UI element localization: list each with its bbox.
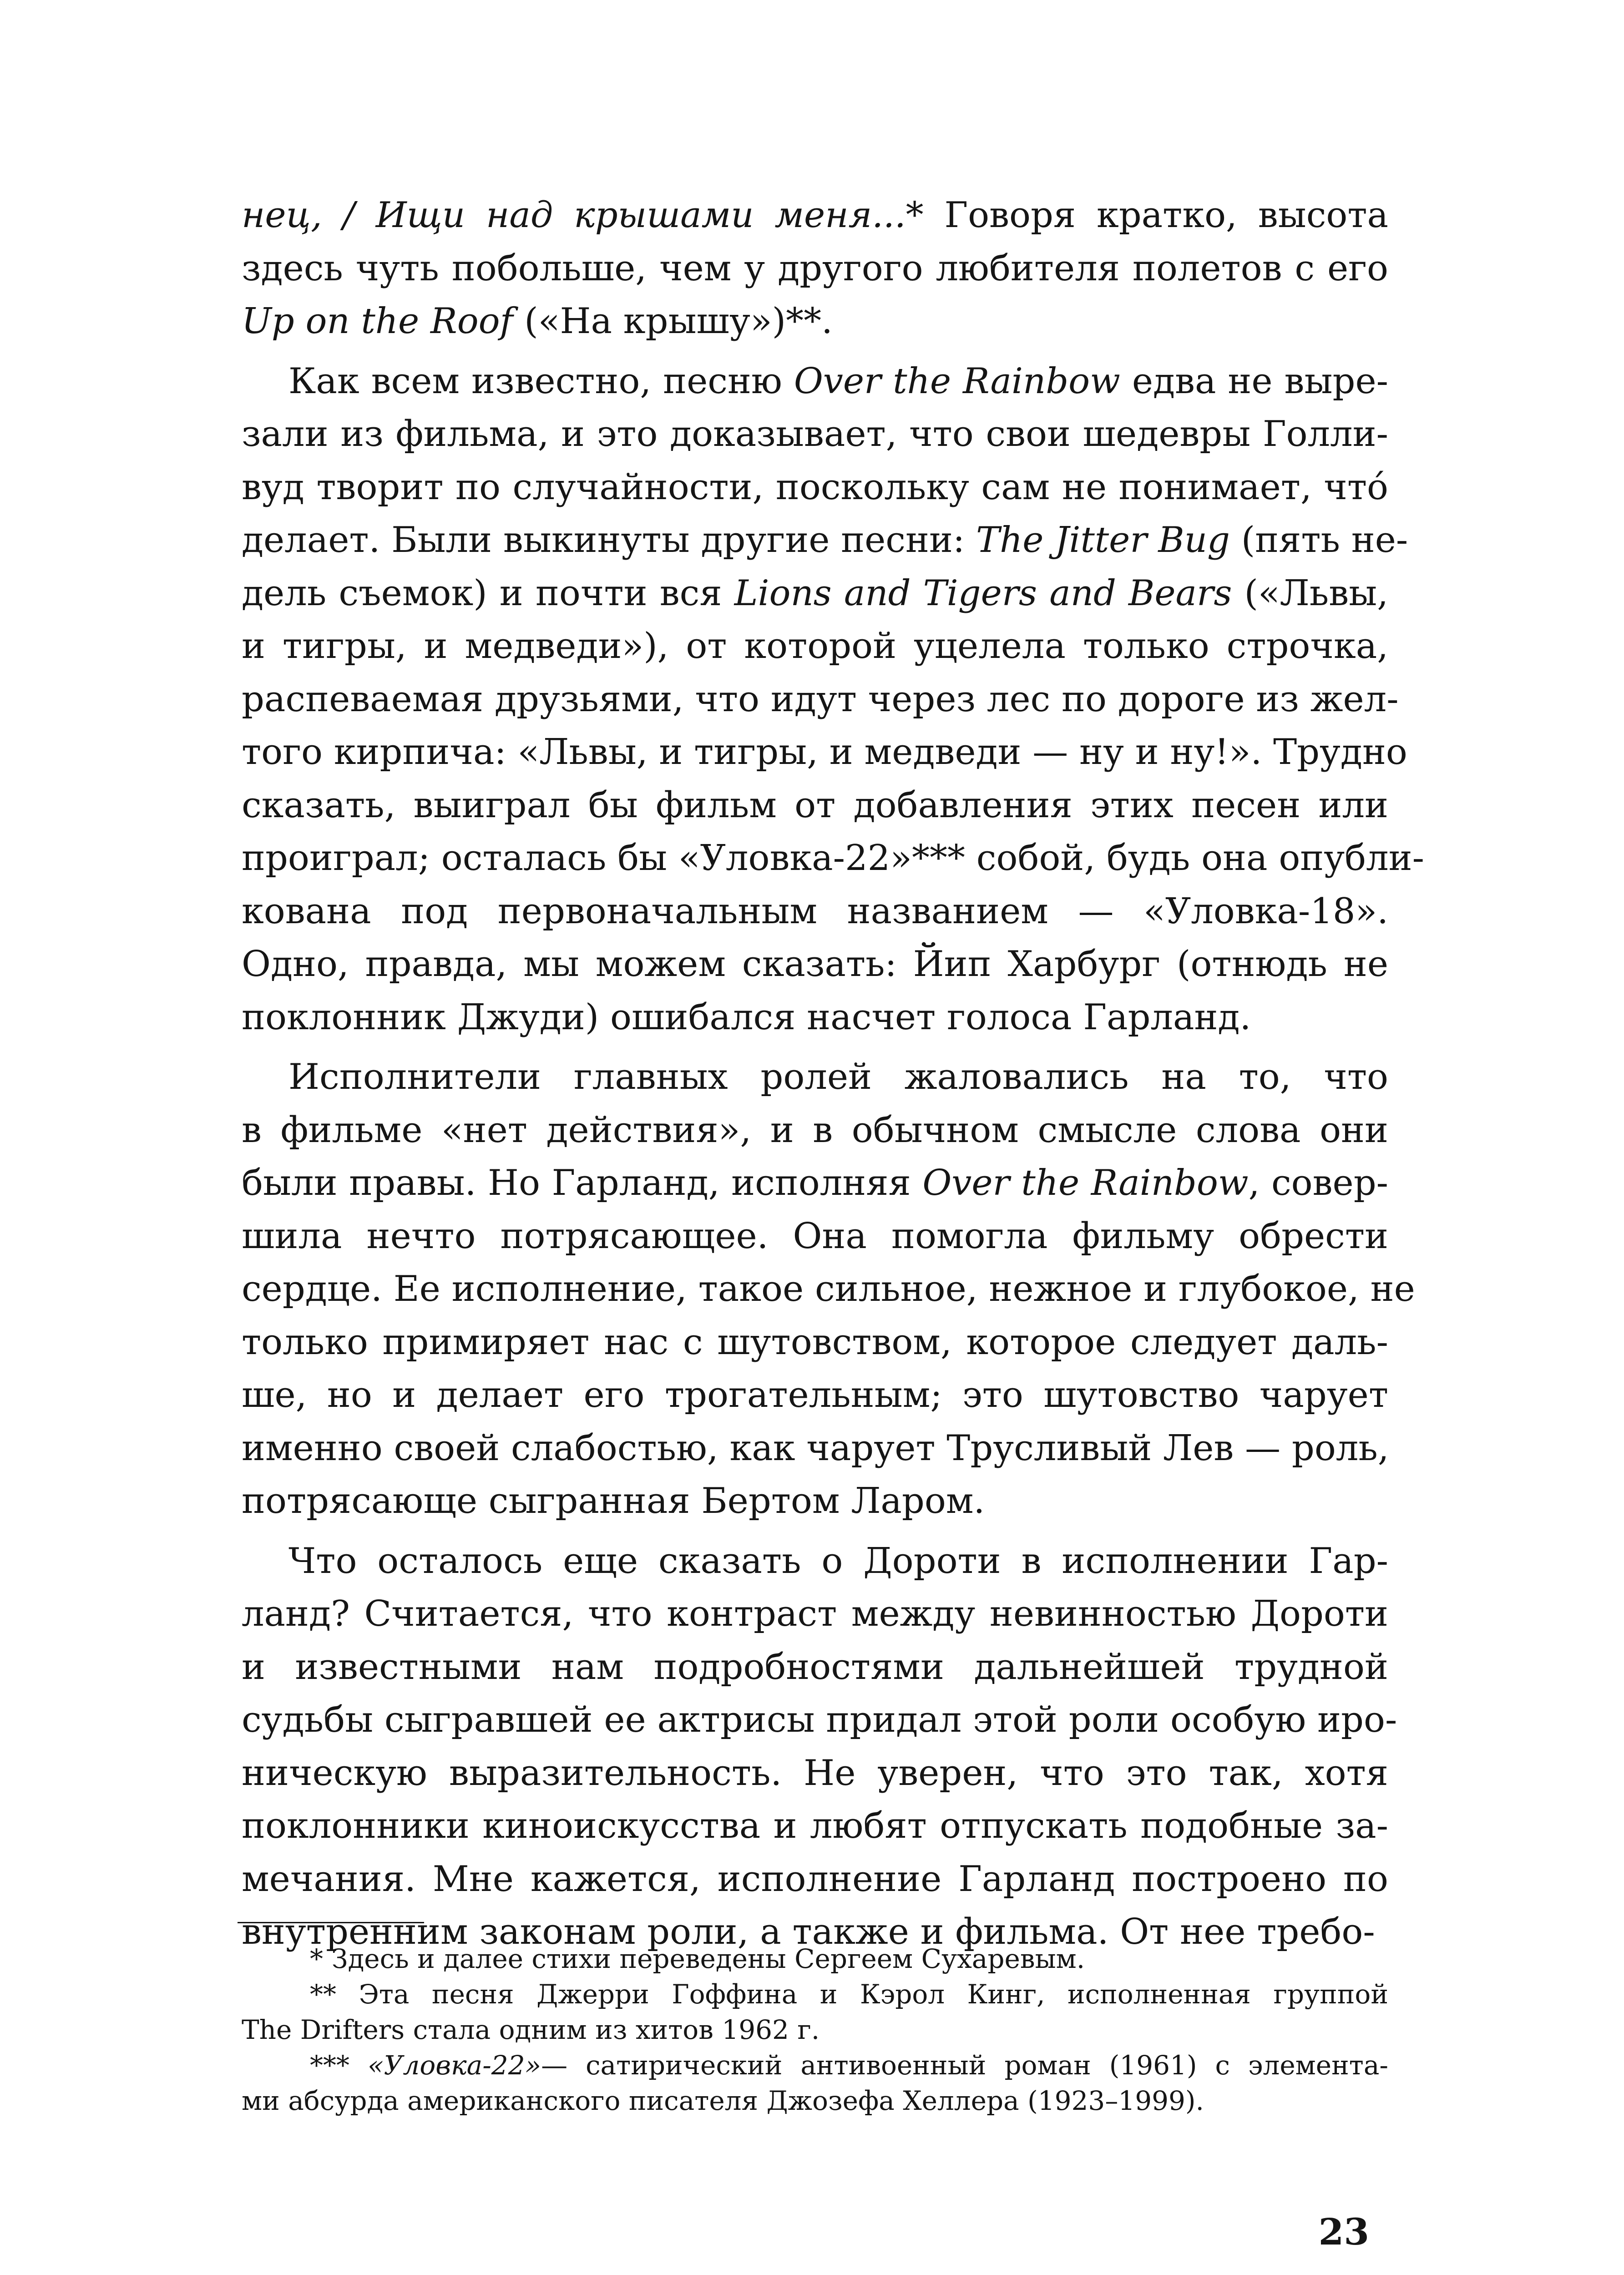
text-run: только примиряет нас с шутовством, которое следует даль- — [242, 1321, 1388, 1363]
text-line — [242, 726, 1407, 779]
italic-text-run: Over the Rainbow — [922, 1163, 1249, 1203]
text-run: * Здесь и далее стихи переведены Сергеем Сухаревым. — [310, 1943, 1085, 1974]
italic-text-run: нец, / Ищи над крышами меня... — [242, 195, 906, 236]
text-run: сказать, выиграл бы фильм от добавления этих песен или — [242, 784, 1388, 826]
text-run: ми абсурда американского писателя Джозефа Хеллера (1923–1999). — [242, 2085, 1204, 2116]
text-run: и известными нам подробностями дальнейшей трудной — [242, 1646, 1388, 1688]
text-run: поклонники киноискусства и любят отпускать подобные за- — [242, 1805, 1388, 1846]
footnote-line — [242, 1977, 1388, 2012]
text-line — [242, 408, 1388, 461]
text-run: («Львы, — [1232, 572, 1389, 614]
italic-text-run: The Jitter Bug — [976, 520, 1230, 561]
text-line — [242, 1210, 1388, 1263]
text-run: в фильме «нет действия», и в обычном смысле слова они — [242, 1109, 1388, 1151]
text-line — [242, 1422, 1388, 1475]
text-line — [242, 1800, 1388, 1853]
text-line — [242, 514, 1408, 567]
text-run: Что осталось еще сказать о Дороти в исполнении Гар- — [288, 1540, 1388, 1582]
text-run: судьбы сыгравшей ее актрисы придал этой роли особую иро- — [242, 1699, 1397, 1740]
footnote-line — [242, 2012, 1388, 2048]
text-run: шила нечто потрясающее. Она помогла фильму обрести — [242, 1215, 1388, 1257]
text-run: ланд? Считается, что контраст между невинностью Дороти — [242, 1593, 1388, 1634]
paragraph — [242, 1535, 1397, 1959]
text-line — [242, 355, 1388, 408]
footnote-line — [242, 2048, 1388, 2083]
paragraph — [242, 189, 1388, 348]
text-line — [242, 242, 1388, 295]
text-line — [242, 1747, 1388, 1800]
text-line — [242, 1316, 1388, 1369]
text-run: дель съемок) и почти вся — [242, 572, 734, 614]
text-line — [242, 832, 1425, 885]
text-line — [242, 1369, 1388, 1422]
text-line — [242, 885, 1388, 938]
text-run: (пять не- — [1229, 520, 1408, 561]
text-line — [242, 673, 1399, 726]
text-line — [242, 779, 1388, 832]
text-run: проиграл; осталась бы «Уловка-22»*** собой, будь она опубли- — [242, 838, 1425, 879]
footnote-line — [242, 1941, 1388, 1977]
text-run: , совер- — [1248, 1163, 1388, 1203]
paragraph — [242, 355, 1425, 1044]
text-line — [242, 295, 1388, 348]
text-run: — сатирический антивоенный роман (1961) с элемента- — [541, 2050, 1389, 2081]
text-run: поклонник Джуди) ошибался насчет голоса Гарланд. — [242, 996, 1251, 1038]
text-run: именно своей слабостью, как чарует Трусливый Лев — роль, — [242, 1427, 1389, 1469]
text-run: вуд творит по случайности, поскольку сам не понимает, что́ — [242, 466, 1388, 508]
text-line — [242, 1104, 1388, 1157]
body-text — [242, 189, 1425, 1966]
text-run: ** Эта песня Джерри Гоффина и Кэрол Кинг, исполненная группой — [310, 1979, 1388, 2010]
text-run: потрясающе сыгранная Бертом Ларом. — [242, 1481, 985, 1522]
text-run: Одно, правда, мы можем сказать: Йип Харбург (отнюдь не — [242, 944, 1388, 985]
text-line — [242, 189, 1388, 242]
text-line — [242, 1853, 1388, 1906]
text-run: * Говоря кратко, высота — [906, 195, 1388, 236]
text-run: мечания. Мне кажется, исполнение Гарланд построено по — [242, 1858, 1388, 1900]
text-run: The Drifters стала одним из хитов 1962 г. — [242, 2014, 820, 2045]
paragraph — [242, 1051, 1415, 1528]
text-line — [242, 938, 1388, 991]
footnote-divider — [238, 1922, 424, 1923]
footnotes — [242, 1941, 1388, 2118]
text-line — [242, 620, 1388, 673]
text-line — [242, 1641, 1388, 1694]
italic-text-run: «Уловка-22» — [367, 2050, 541, 2081]
footnote — [242, 1941, 1388, 1977]
text-line — [242, 1475, 1388, 1528]
italic-text-run: Over the Rainbow — [794, 360, 1120, 402]
text-line — [242, 461, 1388, 514]
text-run: сердце. Ее исполнение, такое сильное, нежное и глубокое, не — [242, 1269, 1415, 1309]
text-line — [242, 1587, 1388, 1641]
text-run: кована под первоначальным названием — «Уловка-18». — [242, 890, 1388, 932]
text-line — [242, 1051, 1388, 1104]
text-run: едва не выре- — [1120, 360, 1388, 402]
text-run: распеваемая друзьями, что идут через лес по дороге из жел- — [242, 678, 1399, 720]
text-line — [242, 1157, 1388, 1210]
text-run: Как всем известно, песню — [288, 360, 794, 402]
text-run: Исполнители главных ролей жаловались на то, что — [288, 1057, 1388, 1097]
footnote — [242, 1977, 1388, 2048]
text-line — [242, 1263, 1415, 1316]
text-run: здесь чуть побольше, чем у другого любителя полетов с его — [242, 248, 1388, 289]
footnote — [242, 2048, 1388, 2118]
text-run: ническую выразительность. Не уверен, что это так, хотя — [242, 1752, 1388, 1794]
text-run: ше, но и делает его трогательным; это шутовство чарует — [242, 1375, 1388, 1416]
italic-text-run: Up on the Roof — [242, 301, 513, 342]
text-line — [242, 991, 1388, 1044]
text-run: делает. Были выкинуты другие песни: — [242, 520, 976, 561]
page-number: 23 — [1318, 2210, 1369, 2253]
text-run: того кирпича: «Львы, и тигры, и медведи — ну и ну!». Трудно — [242, 732, 1407, 773]
text-run: *** — [310, 2050, 368, 2081]
text-line — [242, 1535, 1388, 1588]
italic-text-run: Lions and Tigers and Bears — [734, 572, 1232, 614]
text-run: были правы. Но Гарланд, исполняя — [242, 1163, 923, 1203]
footnote-line — [242, 2083, 1388, 2118]
text-run: («На крышу»)**. — [513, 301, 833, 342]
text-run: внутренним законам роли, а также и фильма. От нее требо- — [242, 1911, 1375, 1952]
text-line — [242, 1694, 1397, 1747]
text-line — [242, 567, 1388, 620]
text-run: зали из фильма, и это доказывает, что свои шедевры Голли- — [242, 414, 1388, 455]
text-run: и тигры, и медведи»), от которой уцелела только строчка, — [242, 626, 1388, 667]
